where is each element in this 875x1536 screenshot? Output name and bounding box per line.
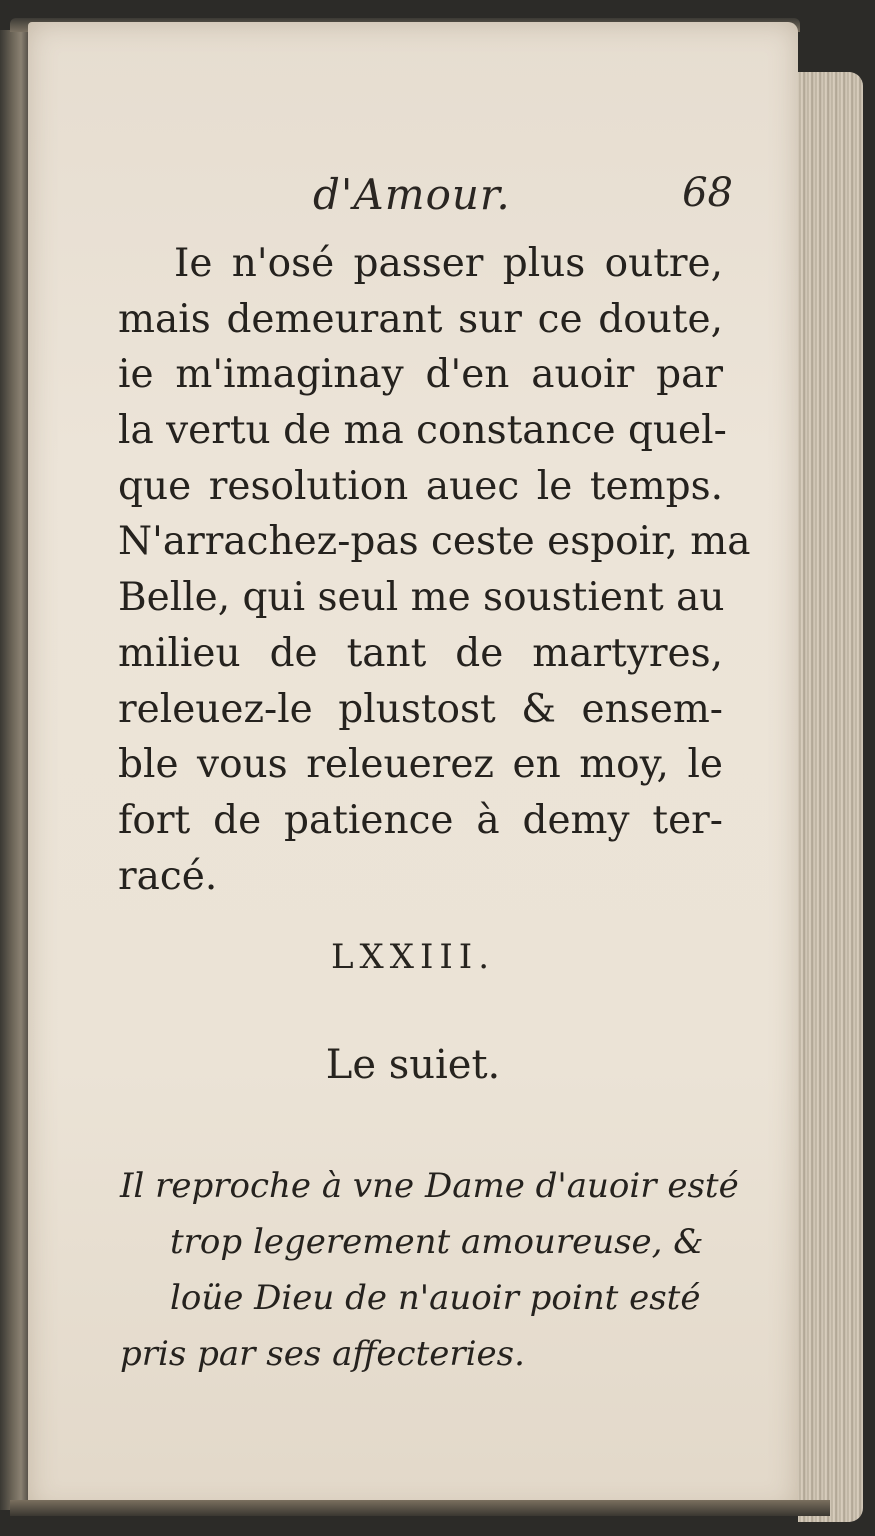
text-line: N'arrachez-pas ceste espoir, ma bbox=[118, 519, 751, 565]
text-line: mais demeurant sur ce doute, bbox=[118, 296, 723, 342]
summary-line: Il reproche à vne Dame d'auoir esté bbox=[120, 1166, 739, 1206]
text-line: fort de patience à demy ter- bbox=[118, 797, 723, 843]
page-number: 68 bbox=[682, 170, 733, 216]
book-bottom-edge bbox=[10, 1500, 830, 1516]
book-page bbox=[28, 22, 798, 1512]
text-line: que resolution auec le temps. bbox=[118, 463, 723, 509]
summary-line: trop legerement amoureuse, & bbox=[170, 1222, 704, 1262]
section-number: LXXIII. bbox=[330, 937, 496, 977]
section-title: Le suiet. bbox=[325, 1042, 501, 1088]
text-line: ie m'imaginay d'en auoir par bbox=[118, 352, 723, 398]
body-paragraph bbox=[118, 236, 751, 904]
summary-line: loüe Dieu de n'auoir point esté bbox=[170, 1278, 701, 1318]
text-line: milieu de tant de martyres, bbox=[118, 630, 723, 676]
section-summary bbox=[120, 1158, 739, 1382]
text-line: Belle, qui seul me soustient au bbox=[118, 575, 725, 621]
text-line: ble vous releuerez en moy, le bbox=[118, 742, 723, 788]
adjacent-page-edge bbox=[0, 30, 30, 1510]
page-stack-edge bbox=[798, 72, 863, 1522]
running-head: d'Amour. bbox=[313, 170, 511, 219]
summary-line: pris par ses affecteries. bbox=[120, 1334, 525, 1374]
page-header bbox=[313, 170, 733, 230]
text-line: Ie n'osé passer plus outre, bbox=[174, 241, 723, 286]
text-line: racé. bbox=[118, 853, 218, 899]
text-line: releuez-le plustost & ensem- bbox=[118, 686, 723, 732]
text-line: la vertu de ma constance quel- bbox=[118, 408, 727, 454]
